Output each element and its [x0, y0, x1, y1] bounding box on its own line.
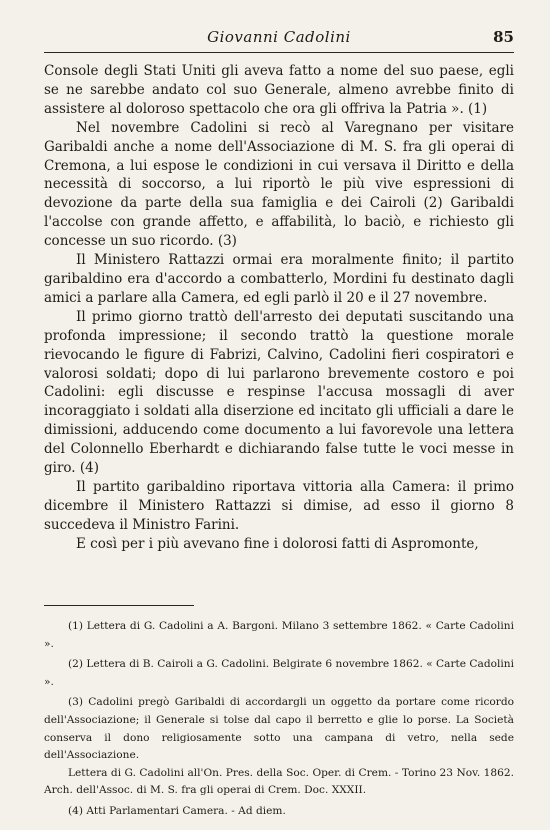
- footnote: (4) Atti Parlamentari Camera. - Ad diem.: [68, 804, 286, 817]
- main-text: [44, 62, 514, 554]
- footnote-separator: [44, 605, 194, 606]
- paragraph: Il Ministero Rattazzi ormai era moralmente finito; il partito garibaldino era d'accordo a combatterlo, Mordini fu destinato dagli amici a parlare alla Camera, ed egli parlò il 20 e il 27 novembre.: [44, 252, 514, 306]
- running-title: Giovanni Cadolini: [207, 28, 351, 46]
- paragraph-continued: Console degli Stati Uniti gli aveva fatto a nome del suo paese, egli se ne sarebbe andato col suo Generale, almeno avrebbe finito di assistere al doloroso spettacolo che ora gli offriva la Patria ». (1): [44, 63, 514, 117]
- paragraph: E così per i più avevano fine i dolorosi fatti di Aspromonte,: [76, 535, 479, 552]
- page-number: 85: [493, 28, 514, 46]
- footnote-continuation: Lettera di G. Cadolini all'On. Pres. della Soc. Oper. di Crem. - Torino 23 Nov. 1862. Arch. dell'Assoc. di M. S. fra gli operai di Crem. Doc. XXXII.: [44, 766, 514, 797]
- paragraph: Nel novembre Cadolini si recò al Varegnano per visitare Garibaldi anche a nome dell'Associazione di M. S. fra gli operai di Cremona, a lui espose le condizioni in cui versava il Diritto e della necessità di soccorso, a lui riportò le più vive espressioni di devozione da parte della sua famiglia e dei Cairoli (2) Garibaldi l'accolse con grande affetto, e affabilità, lo baciò, e richiesto gli concesse un suo ricordo. (3): [44, 119, 514, 250]
- footnote: (3) Cadolini pregò Garibaldi di accordargli un oggetto da portare come ricordo dell'Associazione; il Generale si tolse dal capo il berretto e glie lo porse. La Società conserva il dono religiosamente sotto una campana di vetro, nella sede dell'Associazione.: [44, 696, 514, 762]
- paragraph: Il partito garibaldino riportava vittoria alla Camera: il primo dicembre il Ministero Rattazzi si dimise, ad esso il giorno 8 succedeva il Ministro Farini.: [44, 478, 514, 533]
- paragraph: Il primo giorno trattò dell'arresto dei deputati suscitando una profonda impressione; il secondo trattò la questione morale rievocando le figure di Fabrizi, Calvino, Cadolini fieri cospiratori e valorosi soldati; dopo di lui parlarono brevemente costoro e poi Cadolini: egli discusse e respinse l'accusa mossagli di aver incoraggiato i soldati alla diserzione ed incitato gli ufficiali a dare le dimissioni, adducendo come documento a lui favorevole una lettera del Colonnello Eberhardt e dichiarando false tutte le voci messe in giro. (4): [44, 308, 514, 477]
- running-header: [44, 28, 514, 53]
- footnotes: [44, 618, 514, 824]
- footnote: (2) Lettera di B. Cairoli a G. Cadolini. Belgirate 6 novembre 1862. « Carte Cadolini ».: [44, 658, 514, 688]
- footnote: (1) Lettera di G. Cadolini a A. Bargoni. Milano 3 settembre 1862. « Carte Cadolini ».: [44, 620, 514, 650]
